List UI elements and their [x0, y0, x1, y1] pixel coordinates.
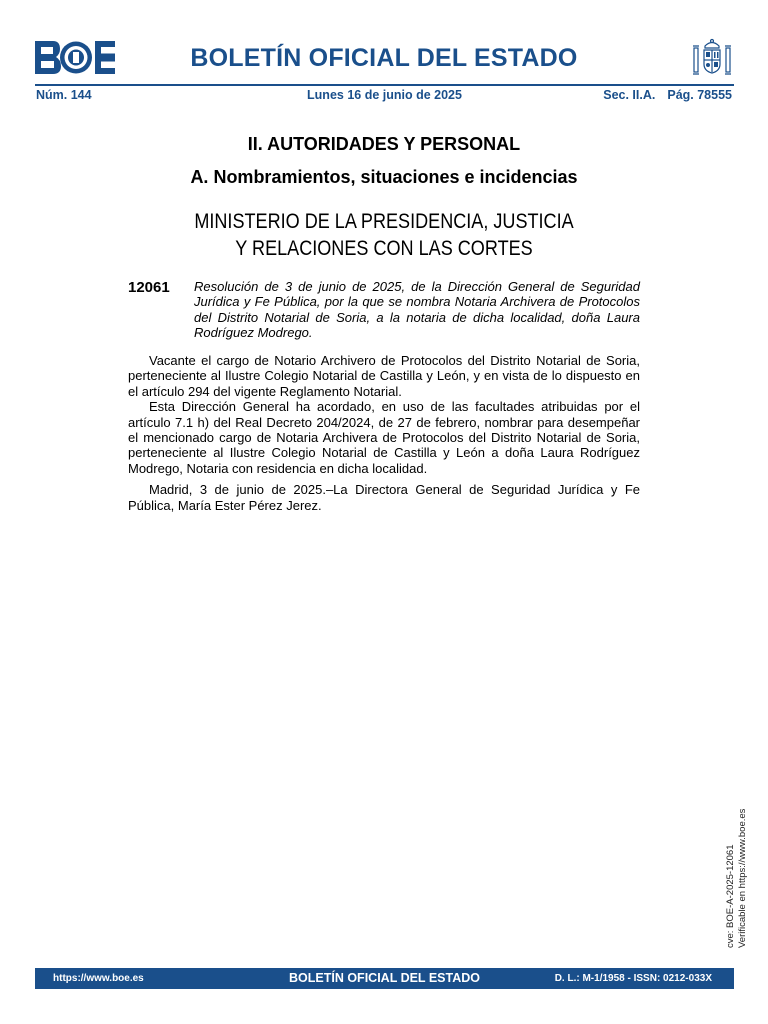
disposition-body [128, 353, 640, 513]
footer-url-link[interactable]: https://www.boe.es [53, 973, 144, 984]
footer-bar [35, 968, 734, 989]
section-title: II. AUTORIDADES Y PERSONAL [247, 134, 521, 154]
section-page [603, 88, 732, 102]
issue-number: Núm. 144 [36, 88, 92, 102]
footer-title: BOLETÍN OFICIAL DEL ESTADO [289, 971, 480, 985]
issue-meta-row [35, 88, 734, 104]
coat-of-arms-icon [690, 36, 734, 80]
ministry-line-1: MINISTERIO DE LA PRESIDENCIA, JUSTICIA [194, 210, 574, 233]
disposition-summary: Resolución de 3 de junio de 2025, de la Dirección General de Seguridad Jurídica y Fe Pública, por la que se nombra Notaria Archivera de Protocolos del Distrito Notarial de Soria, a la notaria de dicha localidad, doña Laura Rodríguez Modrego. [194, 279, 640, 341]
verify-link[interactable]: Verificable en https://www.boe.es [737, 808, 748, 948]
body-paragraph: Vacante el cargo de Notario Archivero de Protocolos del Distrito Notarial de Soria, perteneciente al Ilustre Colegio Notarial de Castilla y León, y en vista de lo dispuesto en el artículo 294 del vigente Reglamento Notarial. [128, 353, 640, 399]
footer-issn: D. L.: M-1/1958 - ISSN: 0212-033X [554, 973, 712, 984]
body-paragraph: Esta Dirección General ha acordado, en uso de las facultades atribuidas por el artículo 7.1 h) del Real Decreto 204/2024, de 27 de febrero, nombrar para desempeñar el mencionado cargo de Notaria Archivera de Protocolos del Distrito Notarial de Soria, perteneciente al Ilustre Colegio Notarial de Castilla y León a doña Laura Rodríguez Modrego, Notaria con residencia en dicha localidad. [128, 399, 640, 476]
cve-code: cve: BOE-A-2025-12061 [725, 844, 736, 948]
ministry-line-2: Y RELACIONES CON LAS CORTES [235, 237, 533, 260]
section-label: Sec. II.A. [603, 88, 656, 102]
page-number: Pág. 78555 [667, 88, 732, 102]
masthead-title: BOLETÍN OFICIAL DEL ESTADO [190, 44, 578, 72]
side-verification [725, 718, 749, 948]
disposition-number: 12061 [128, 279, 170, 296]
header-rule [35, 84, 734, 86]
subsection-title: A. Nombramientos, situaciones e incidencias [190, 167, 578, 187]
ministry-heading [54, 208, 714, 262]
signature-paragraph: Madrid, 3 de junio de 2025.–La Directora General de Seguridad Jurídica y Fe Pública, María Ester Pérez Jerez. [128, 482, 640, 513]
issue-date: Lunes 16 de junio de 2025 [307, 88, 462, 102]
